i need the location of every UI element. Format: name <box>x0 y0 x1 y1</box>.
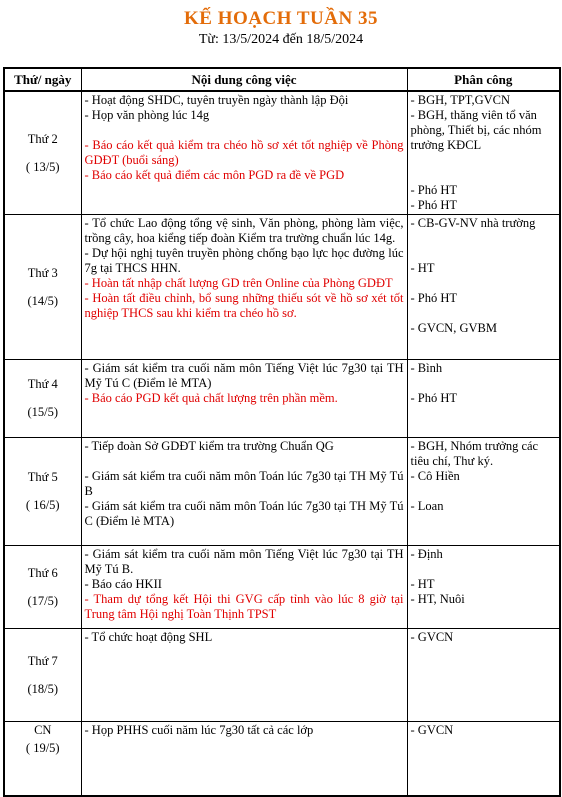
task-item: - Hoàn tất nhập chất lượng GD trên Online của Phòng GDĐT <box>84 276 393 290</box>
table-row <box>4 722 560 796</box>
column-header-content: Nội dung công việc <box>81 68 407 91</box>
day-label: CN <box>34 723 52 737</box>
assignee-item: - BGH, Nhóm trưởng các tiêu chí, Thư ký. <box>410 439 539 468</box>
day-cell <box>4 629 81 722</box>
day-cell <box>4 438 81 546</box>
task-item: - Hoàn tất điều chỉnh, bổ sung những thiếu sót về hồ sơ xét tốt nghiệp THCS sau khi kiểm tra chéo hồ sơ. <box>84 291 404 320</box>
task-item: - Giám sát kiểm tra cuối năm môn Tiếng Việt lúc 7g30 tại TH Mỹ Tú C (Điểm lẻ MTA) <box>84 361 404 390</box>
task-item: - Giám sát kiểm tra cuối năm môn Tiếng Việt lúc 7g30 tại TH Mỹ Tú B. <box>84 547 404 576</box>
spacer <box>411 306 557 321</box>
task-item: - Báo cáo kết quả điểm các môn PGD ra đề về PGD <box>84 168 345 182</box>
assignee-item: - BGH, TPT,GVCN <box>410 93 511 107</box>
day-label: Thứ 2 <box>27 131 58 146</box>
date-label: (14/5) <box>27 293 59 308</box>
task-item: - Báo cáo HKII <box>84 577 162 591</box>
date-label: ( 16/5) <box>25 498 60 512</box>
spacer <box>8 392 78 405</box>
assignee-item: - Loan <box>410 499 444 513</box>
day-cell <box>4 91 81 215</box>
day-cell <box>4 546 81 629</box>
assignee-item: - HT, Nuôi <box>410 592 465 606</box>
content-cell <box>81 91 407 215</box>
assignee-item: - Định <box>410 547 443 561</box>
date-range: Từ: 13/5/2024 đến 18/5/2024 <box>198 32 364 47</box>
assignee-item: - Cô Hiền <box>410 469 460 483</box>
spacer <box>8 581 78 594</box>
assignee-item: - Bình <box>410 361 443 375</box>
page-title: KẾ HOẠCH TUẦN 35 <box>184 8 378 29</box>
task-item: - Họp PHHS cuối năm lúc 7g30 tất cả các lớp <box>84 723 314 737</box>
date-label: ( 19/5) <box>25 741 60 755</box>
spacer <box>85 454 404 469</box>
date-label: ( 13/5) <box>25 159 60 174</box>
assignee-item: - Phó HT <box>410 391 458 405</box>
task-item: - Tham dự tổng kết Hội thi GVG cấp tỉnh vào lúc 8 giờ tại Trung tâm Hội nghị Toàn Thịnh TPST <box>84 592 404 621</box>
assignee-item: - Phó HT <box>410 291 458 305</box>
day-cell <box>4 360 81 438</box>
spacer <box>411 153 557 168</box>
column-header-day: Thứ/ ngày <box>4 68 81 91</box>
day-label: Thứ 7 <box>27 653 58 668</box>
content-cell <box>81 546 407 629</box>
assignee-item: - BGH, thăng viên tổ văn phòng, Thiết bị, các nhóm trưởng KĐCL <box>410 108 542 152</box>
task-item: - Báo cáo kết quả kiểm tra chéo hồ sơ xét tốt nghiệp về Phòng GDĐT (buổi sáng) <box>84 138 404 167</box>
assign-cell <box>407 438 560 546</box>
assign-cell <box>407 629 560 722</box>
table-row <box>4 629 560 722</box>
task-item: - Giám sát kiểm tra cuối năm môn Toán lúc 7g30 tại TH Mỹ Tú C (Điểm lẻ MTA) <box>84 499 404 528</box>
date-label: (15/5) <box>27 405 59 419</box>
spacer <box>8 281 78 294</box>
assignee-item: - Phó HT <box>410 198 458 212</box>
table-row <box>4 215 560 360</box>
spacer <box>411 562 557 577</box>
spacer <box>8 485 78 498</box>
table-row <box>4 360 560 438</box>
assignee-item: - CB-GV-NV nhà trường <box>410 216 536 230</box>
spacer <box>85 123 404 138</box>
spacer <box>8 669 78 682</box>
assignee-item: - GVCN <box>410 723 454 737</box>
task-item: - Họp văn phòng lúc 14g <box>84 108 210 122</box>
table-row <box>4 91 560 215</box>
spacer <box>8 147 78 160</box>
day-label: Thứ 6 <box>27 565 58 580</box>
task-item: - Dự hội nghị tuyên truyền phòng chống bạo lực học đường lúc 7g tại THCS HHN. <box>84 246 404 275</box>
table-row <box>4 438 560 546</box>
spacer <box>411 168 557 183</box>
assignee-item: - GVCN, GVBM <box>410 321 497 335</box>
task-item: - Tiếp đoàn Sở GDĐT kiểm tra trường Chuẩn QG <box>84 439 334 453</box>
schedule-table <box>3 67 561 797</box>
content-cell <box>81 629 407 722</box>
date-label: (17/5) <box>27 593 59 608</box>
day-label: Thứ 5 <box>27 470 58 484</box>
day-cell <box>4 215 81 360</box>
table-row <box>4 546 560 629</box>
task-item: - Tổ chức Lao động tổng vệ sinh, Văn phòng, phòng làm việc, trồng cây, hoa kiểng tiếp đoàn Kiểm tra trường chuẩn lúc 14g. <box>84 216 404 245</box>
spacer <box>411 376 557 391</box>
assignee-item: - HT <box>410 261 435 275</box>
content-cell <box>81 438 407 546</box>
assign-cell <box>407 722 560 796</box>
day-label: Thứ 3 <box>27 265 58 280</box>
task-item: - Tổ chức hoạt động SHL <box>84 630 213 644</box>
content-cell <box>81 215 407 360</box>
assign-cell <box>407 91 560 215</box>
content-cell <box>81 360 407 438</box>
assignee-item: - GVCN <box>410 630 454 644</box>
spacer <box>411 276 557 291</box>
assignee-item: - Phó HT <box>410 183 458 197</box>
spacer <box>411 231 557 246</box>
content-cell <box>81 722 407 796</box>
spacer <box>411 246 557 261</box>
task-item: - Hoạt động SHDC, tuyên truyền ngày thành lập Đội <box>84 93 349 107</box>
table-header-row <box>4 68 560 91</box>
assign-cell <box>407 546 560 629</box>
column-header-assign: Phân công <box>407 68 560 91</box>
task-item: - Giám sát kiểm tra cuối năm môn Toán lúc 7g30 tại TH Mỹ Tú B <box>84 469 404 498</box>
day-cell <box>4 722 81 796</box>
date-label: (18/5) <box>27 681 59 696</box>
assign-cell <box>407 360 560 438</box>
spacer <box>411 484 557 499</box>
assign-cell <box>407 215 560 360</box>
schedule-body <box>4 91 560 796</box>
assignee-item: - HT <box>410 577 435 591</box>
task-item: - Báo cáo PGD kết quả chất lượng trên phần mềm. <box>84 391 338 405</box>
day-label: Thứ 4 <box>27 377 58 391</box>
